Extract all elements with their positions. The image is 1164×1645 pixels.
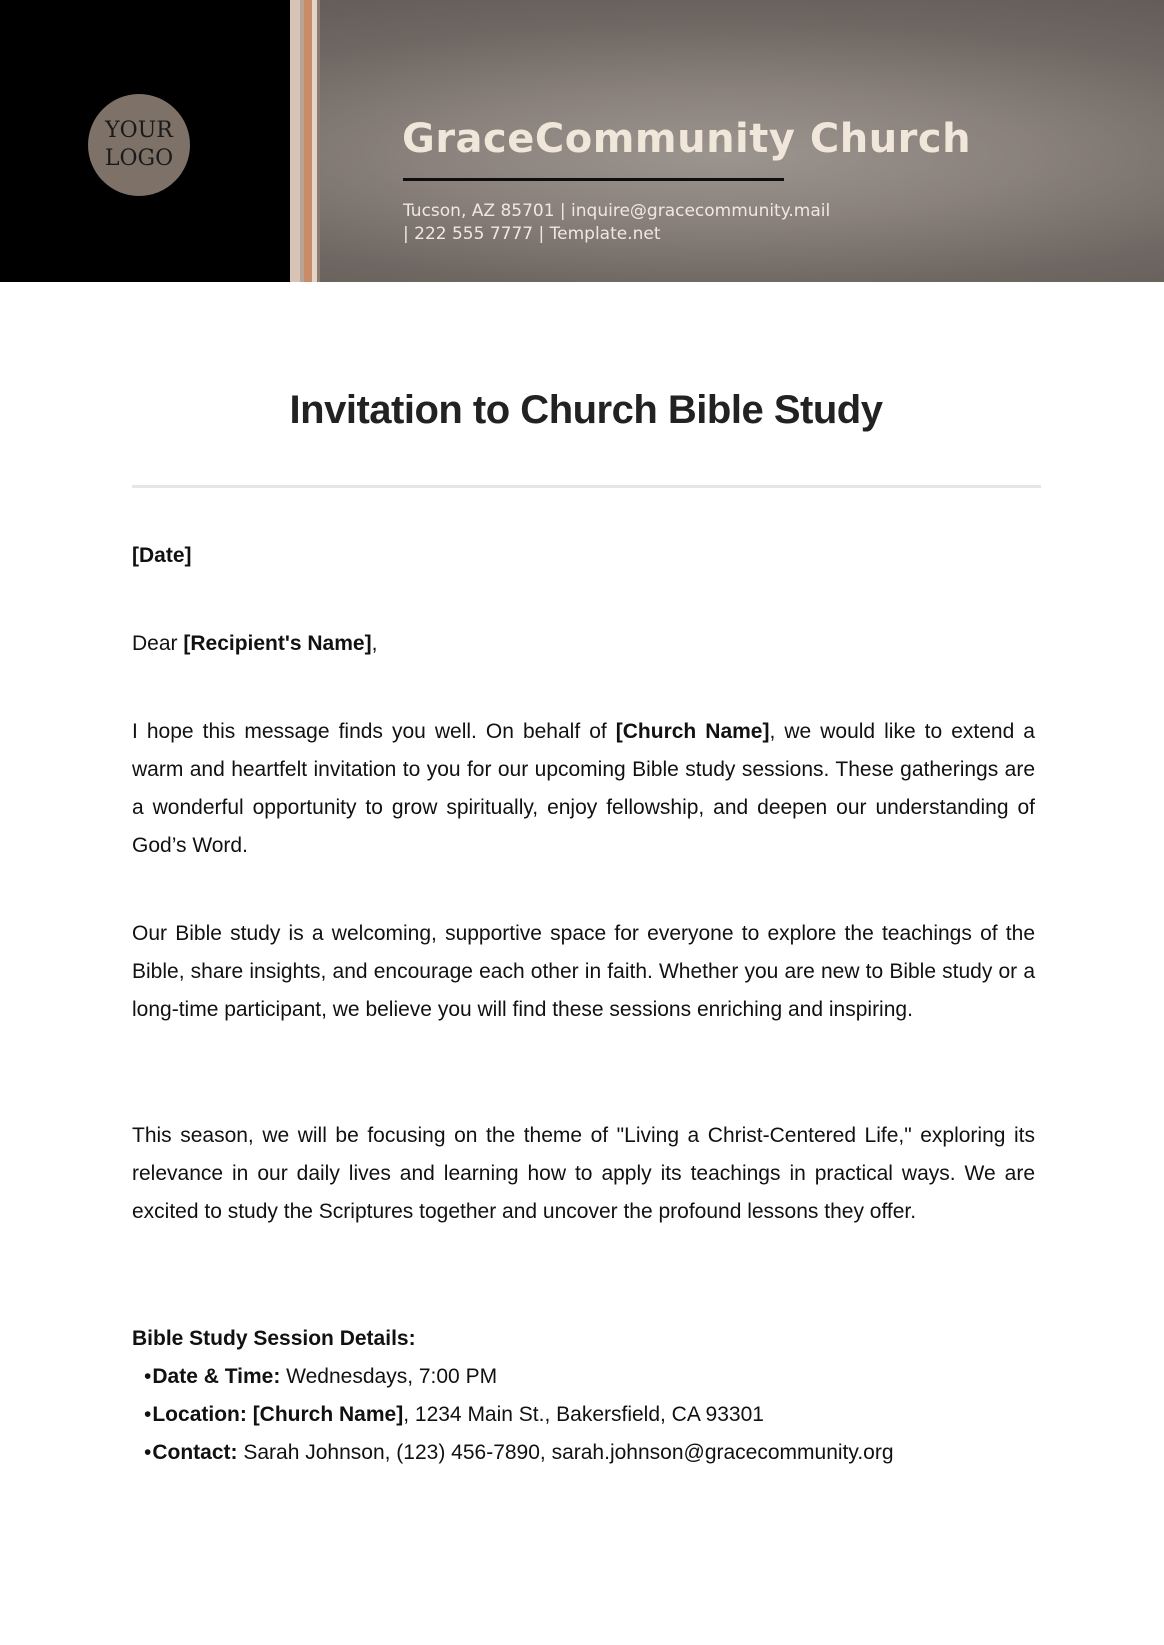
detail-date-time	[144, 1358, 894, 1396]
letterhead-header	[0, 0, 1164, 282]
logo-text: YOUR LOGO	[104, 118, 174, 171]
details-heading: Bible Study Session Details:	[132, 1327, 416, 1350]
church-name-placeholder: [Church Name]	[615, 720, 770, 743]
title-divider	[132, 485, 1041, 488]
document-title: Invitation to Church Bible Study	[289, 388, 883, 432]
church-name: GraceCommunity Church	[402, 116, 972, 162]
detail-location-church: [Church Name]	[246, 1403, 404, 1426]
decorative-stripe	[304, 0, 312, 282]
detail-location-value: , 1234 Main St., Bakersfield, CA 93301	[403, 1403, 764, 1426]
logo-placeholder	[88, 94, 190, 196]
recipient-name: [Recipient's Name]	[183, 632, 372, 655]
paragraph-intro	[132, 713, 1035, 865]
paragraph-theme: This season, we will be focusing on the theme of "Living a Christ-Centered Life," exploring its relevance in our daily lives and learning how to apply its teachings in practical ways. We are excited to study the Scriptures together and uncover the profound lessons they offer.	[132, 1124, 1035, 1223]
church-name-underline	[403, 178, 784, 181]
date-placeholder: [Date]	[132, 544, 192, 567]
header-black-panel	[0, 0, 290, 282]
paragraph-welcome: Our Bible study is a welcoming, supportive space for everyone to explore the teachings of the Bible, share insights, and encourage each other in faith. Whether you are new to Bible study or a long-time participant, we believe you will find these sessions enriching and inspiring.	[132, 922, 1035, 1021]
detail-location-label: Location:	[152, 1403, 247, 1426]
details-list	[144, 1358, 894, 1472]
contact-phone-website: | 222 555 7777 | Template.net	[403, 224, 661, 244]
detail-location	[144, 1396, 894, 1434]
decorative-stripe	[317, 0, 320, 282]
detail-contact-label: Contact:	[152, 1441, 238, 1464]
decorative-stripe	[290, 0, 300, 282]
paragraph-intro-before: I hope this message finds you well. On behalf of	[132, 720, 616, 743]
detail-date-time-value: Wednesdays, 7:00 PM	[280, 1365, 498, 1388]
salutation	[132, 625, 1035, 663]
detail-contact	[144, 1434, 894, 1472]
contact-address-email: Tucson, AZ 85701 | inquire@gracecommunity.mail	[403, 201, 831, 221]
detail-contact-value: Sarah Johnson, (123) 456-7890, sarah.johnson@gracecommunity.org	[237, 1441, 894, 1464]
salutation-prefix: Dear	[132, 632, 184, 655]
salutation-suffix: ,	[371, 632, 378, 655]
detail-date-time-label: Date & Time:	[152, 1365, 281, 1388]
paragraph-intro-after: , we would like to extend a warm and heartfelt invitation to you for our upcoming Bible study sessions. These gatherings are a wonderful opportunity to grow spiritually, enjoy fellowship, and deepen our understanding of God’s Word.	[132, 720, 1035, 857]
